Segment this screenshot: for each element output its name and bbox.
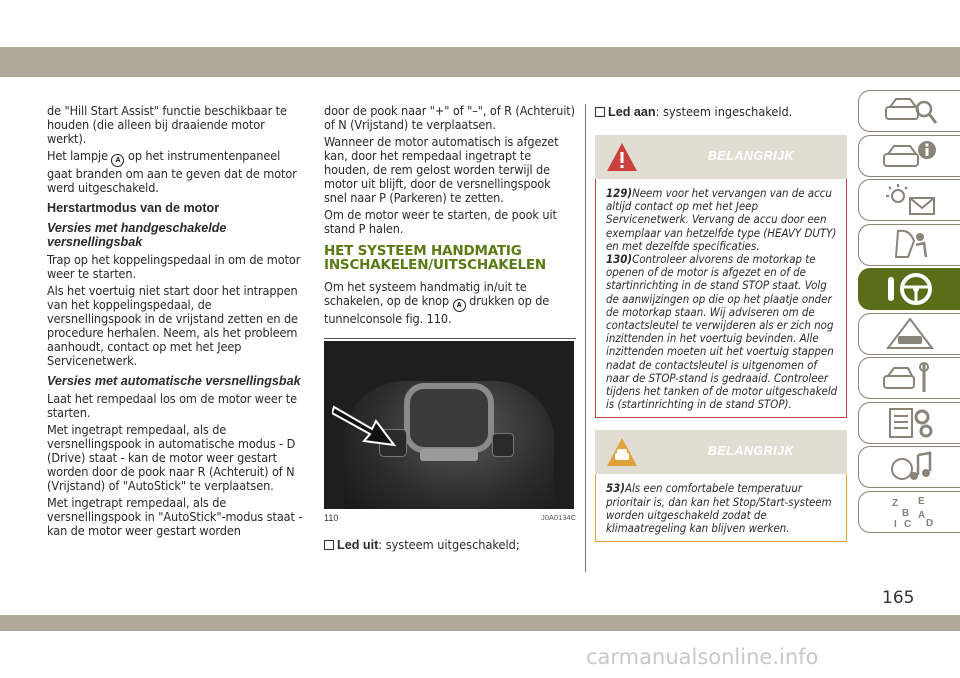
column-divider xyxy=(585,104,586,572)
note-text: Neem voor het vervangen van de accu altijd contact op met het Jeep Servicenetwerk. Vervang de accu door een exemplaar van hetzelfde type (HEAVY DUTY) en met dezelfde specificaties. xyxy=(606,186,837,253)
warning-lights-message-icon xyxy=(880,182,940,218)
tab-technical-data[interactable] xyxy=(858,402,960,444)
paragraph: Trap op het koppelingspedaal in om de motor weer te starten. xyxy=(47,252,301,281)
paragraph: Wanneer de motor automatisch is afgezet kan, door het rempedaal ingetrapt te houden, de rem gelost worden terwijl de motor uit blijft, door de versnellingspook snel naar P (Parkeren) te zetten. xyxy=(324,134,559,205)
svg-text:D: D xyxy=(925,517,933,529)
svg-text:A: A xyxy=(917,509,925,521)
arrow-icon xyxy=(332,401,402,451)
subsection-heading: Versies met automatische versnellingsbak xyxy=(47,374,301,388)
paragraph: Met ingetrapt rempedaal, als de versnellingspook in "AutoStick"-modus staat - kan de motor weer gestart worden xyxy=(47,495,303,538)
tab-car-search[interactable] xyxy=(858,90,960,132)
column-middle xyxy=(324,104,576,552)
caution-item xyxy=(606,482,838,535)
figure-code: J0A0134C xyxy=(540,513,576,522)
console-button xyxy=(492,433,514,457)
checkbox-bullet-icon xyxy=(324,540,334,550)
figure-number: 110 xyxy=(324,513,339,523)
tab-index[interactable] xyxy=(858,491,960,533)
subsection-heading: Versies met handgeschakelde versnellingsbak xyxy=(47,221,227,249)
svg-text:Z: Z xyxy=(891,497,898,509)
led-off-label: Led uit xyxy=(337,538,379,552)
caution-title: BELANGRIJK xyxy=(707,444,795,459)
paragraph: Laat het rempedaal los om de motor weer te starten. xyxy=(47,391,297,420)
car-search-icon xyxy=(880,93,940,129)
text-fragment: Het lampje xyxy=(47,148,108,163)
tab-car-info[interactable] xyxy=(858,135,960,177)
section-heading: Herstartmodus van de motor xyxy=(47,201,220,215)
console-switch-bar xyxy=(420,449,478,461)
tab-multimedia[interactable] xyxy=(858,446,960,488)
checkbox-bullet-icon xyxy=(595,107,605,117)
note-number: 129) xyxy=(606,186,633,200)
tab-safety[interactable] xyxy=(858,224,960,266)
caution-box xyxy=(595,474,847,542)
multimedia-icon xyxy=(880,449,940,485)
index-alphabet-icon xyxy=(880,494,940,530)
page-number: 165 xyxy=(882,588,915,608)
header-band xyxy=(0,47,960,77)
led-off-line xyxy=(324,537,576,552)
svg-text:I: I xyxy=(893,518,897,530)
tab-warning-lights[interactable] xyxy=(858,179,960,221)
warning-item xyxy=(606,253,838,411)
warning-box xyxy=(595,179,847,418)
tab-starting-driving[interactable] xyxy=(858,268,960,310)
paragraph-button xyxy=(324,280,576,326)
car-info-icon xyxy=(880,138,940,174)
caution-car-icon xyxy=(605,436,639,468)
warning-item xyxy=(606,187,838,253)
paragraph: de "Hill Start Assist" functie beschikbaar te houden (die alleen bij draaiende motor werkt). xyxy=(47,103,287,146)
paragraph: Met ingetrapt rempedaal, als de versnellingspook in automatische modus - D (Drive) staat - kan de motor weer gestart worden door de pook naar R (Achteruit) of N (Vrijstand) of "AutoStick" te verplaatsen. xyxy=(47,422,296,493)
footer-band xyxy=(0,615,960,631)
console-bezel xyxy=(404,383,494,453)
text-fragment: op het instrumentenpaneel gaat branden om aan te geven dat de motor werd uitgeschakeld. xyxy=(47,148,297,195)
tab-emergency[interactable] xyxy=(858,313,960,355)
text-fragment: drukken op de tunnelconsole fig. 110. xyxy=(324,293,550,326)
column-right xyxy=(595,104,847,542)
caution-header xyxy=(595,430,847,474)
steering-key-icon xyxy=(880,271,940,307)
watermark: carmanualsonline.info xyxy=(586,645,819,669)
start-stop-lamp-icon: A xyxy=(111,154,124,167)
led-on-label: Led aan xyxy=(608,105,656,119)
note-number: 130) xyxy=(606,252,633,267)
chapter-tabs xyxy=(858,90,960,535)
car-tools-icon xyxy=(880,360,940,396)
paragraph: Als het voertuig niet start door het intrappen van het koppelingspedaal, de versnellingspook in de vrijstand zetten en de procedure herhalen. Neem, als het probleem aanhoudt, contact op met het Jeep Servicenetwerk. xyxy=(47,283,298,368)
led-on-line xyxy=(595,104,847,119)
svg-text:C: C xyxy=(903,518,911,530)
warning-triangle-icon xyxy=(605,141,639,173)
note-text: Controleer alvorens de motorkap te openen of de motor is afgezet en of de startinrichting in de stand STOP staat. Volg de aanwijzingen op die op het plaatje onder de motorkap staan. Wij adviseren om de contactsleutel te verwijderen als er zich nog inzittenden in het voertuig bevinden. Alle inzittenden moeten uit het voertuig stappen nadat de contactsleutel is uitgenomen of naar de STOP-stand is gedraaid. Controleer tijdens het tanken of de motor uitgeschakeld is (startinrichting in de stand STOP). xyxy=(606,252,838,412)
led-on-text: : systeem ingeschakeld. xyxy=(655,104,793,119)
paragraph: Om de motor weer te starten, de pook uit stand P halen. xyxy=(324,207,557,236)
warning-header xyxy=(595,135,847,179)
note-text: Als een comfortabele temperatuur prioritair is, dan kan het Stop/Start-systeem worden uitgeschakeld zodat de klimaatregeling kan blijven werken. xyxy=(606,481,832,536)
spec-list-gears-icon xyxy=(880,405,940,441)
note-number: 53) xyxy=(606,481,625,496)
car-crash-icon xyxy=(880,316,940,352)
paragraph-lamp xyxy=(47,149,307,195)
section-heading: HET SYSTEEM HANDMATIG INSCHAKELEN/UITSCHAKELEN xyxy=(324,243,547,273)
led-off-text: : systeem uitgeschakeld; xyxy=(378,537,520,552)
figure-caption xyxy=(324,513,576,523)
svg-text:E: E xyxy=(917,495,925,507)
column-left xyxy=(47,104,307,541)
paragraph: door de pook naar "+" of "–", of R (Achteruit) of N (Vrijstand) te verplaatsen. xyxy=(324,103,575,132)
figure-console-photo xyxy=(324,341,574,509)
figure-rule xyxy=(324,338,576,339)
start-stop-button-icon: A xyxy=(453,299,466,312)
seat-airbag-icon xyxy=(880,227,940,263)
svg-text:B: B xyxy=(901,507,909,519)
warning-title: BELANGRIJK xyxy=(707,149,795,163)
tab-maintenance[interactable] xyxy=(858,357,960,399)
text-fragment: Om het systeem handmatig in/uit te schakelen, op de knop xyxy=(324,279,527,308)
